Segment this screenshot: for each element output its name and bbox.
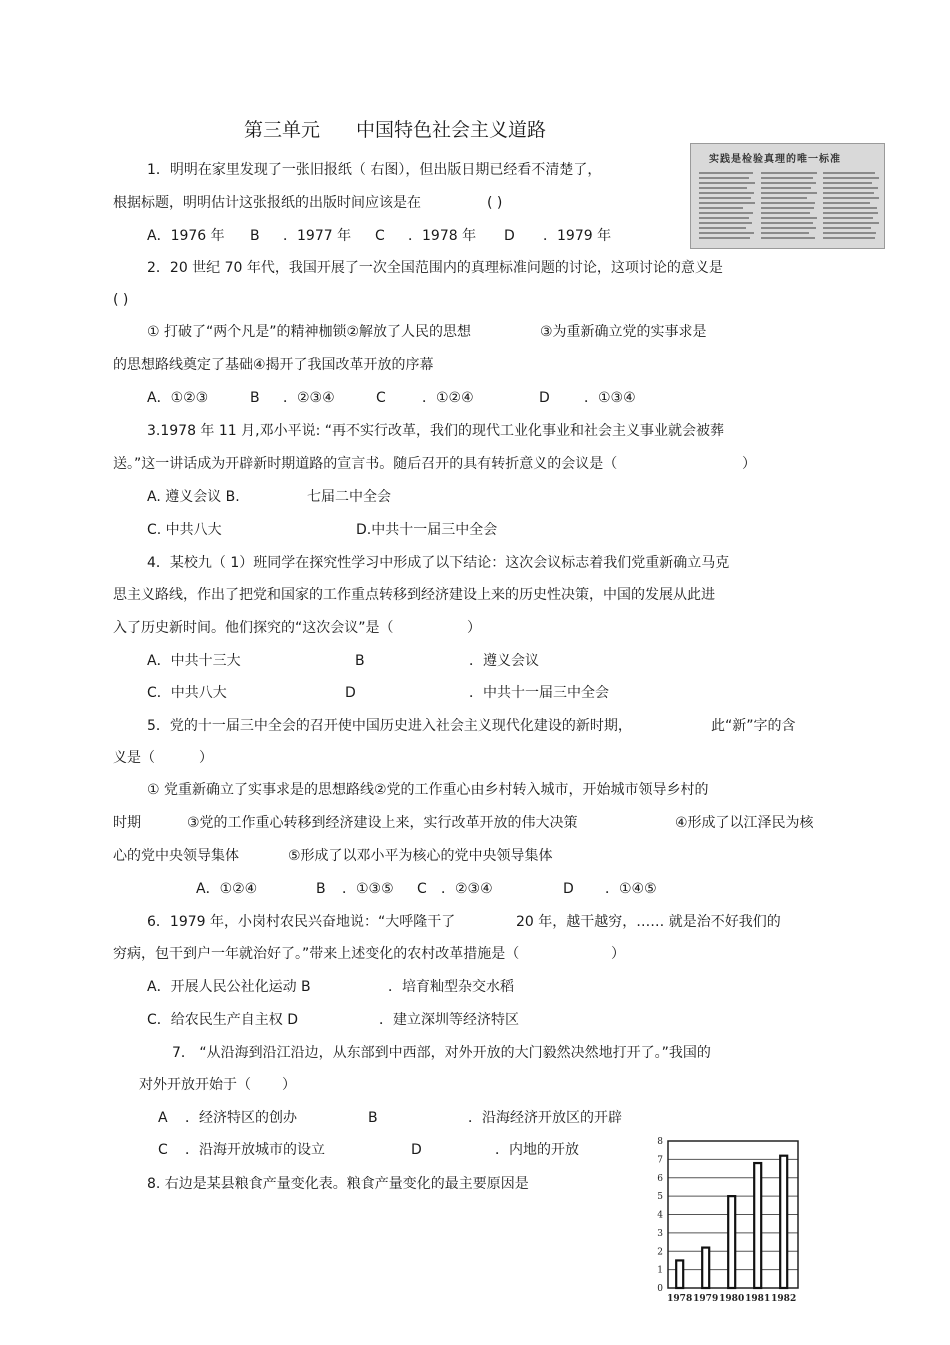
q5-option-d-letter: D — [563, 881, 574, 897]
q5-line-5b: ⑤形成了以邓小平为核心的党中央领导集体 — [288, 848, 553, 864]
q4-line-1: 4．某校九（ 1）班同学在探究性学习中形成了以下结论：这次会议标志着我们党重新确立马克 — [147, 555, 730, 571]
q5-line-2: 义是（ — [113, 750, 155, 766]
q4-option-a: A．中共十三大 — [147, 653, 241, 669]
chart-y-tick-label: 7 — [657, 1155, 663, 1166]
q1-option-d: ．1979 年 — [543, 228, 612, 244]
q5-option-c-letter: C — [417, 881, 427, 897]
chart-y-tick-label: 8 — [657, 1137, 663, 1147]
q4-line-3-close: ） — [467, 620, 481, 636]
q7-option-b-letter: B — [368, 1110, 378, 1126]
q1-option-c-letter: C — [375, 228, 385, 244]
q2-line-4: 的思想路线奠定了基础④揭开了我国改革开放的序幕 — [113, 357, 434, 373]
q1-option-b: ．1977 年 — [283, 228, 352, 244]
q4-option-b: ．遵义会议 — [469, 653, 539, 669]
q7-option-a-letter: A — [158, 1110, 168, 1126]
q6-line-2-close: ） — [611, 946, 625, 962]
q7-option-c-letter: C — [158, 1142, 168, 1158]
q7-option-a: ．经济特区的创办 — [185, 1110, 297, 1126]
q7-line-1: 7． “从沿海到沿江沿边，从东部到中西部，对外开放的大门毅然决然地打开了。”我国的 — [172, 1045, 711, 1061]
q3-line-1: 3.1978 年 11 月,邓小平说: “再不实行改革，我们的现代工业化事业和社会主义事业就会被葬 — [147, 423, 725, 439]
q2-line-2: ( ) — [113, 292, 129, 308]
q3-option-c: C. 中共八大 — [147, 522, 222, 538]
q5-line-4a: 时期 — [113, 815, 141, 831]
q5-option-b: ．①③⑤ — [342, 881, 394, 897]
chart-y-tick-label: 3 — [657, 1228, 663, 1239]
q6-option-a: A．开展人民公社化运动 B — [147, 979, 311, 995]
q1-option-a: A．1976 年 — [147, 228, 225, 244]
q5-line-1b: 此“新”字的含 — [711, 718, 796, 734]
chart-y-tick-label: 2 — [657, 1247, 663, 1258]
q3-option-d: D.中共十一届三中全会 — [356, 522, 498, 538]
q5-line-2-close: ） — [199, 750, 213, 766]
q1-line-2: 根据标题，明明估计这张报纸的出版时间应该是在 — [113, 195, 421, 211]
unit-label: 第三单元 — [244, 119, 321, 141]
q2-option-c: ．①②④ — [422, 390, 474, 406]
q5-option-d: ．①④⑤ — [605, 881, 657, 897]
q7-line-2: 对外开放开始于（ — [139, 1077, 251, 1093]
chart-y-tick-label: 4 — [657, 1210, 663, 1221]
chart-y-tick-label: 0 — [657, 1284, 663, 1294]
chart-x-tick-label: 1980 — [719, 1294, 745, 1304]
page-title — [244, 118, 546, 142]
q4-option-d: ．中共十一届三中全会 — [469, 685, 609, 701]
q3-line-2: 送。”这一讲话成为开辟新时期道路的宣言书。随后召开的具有转折意义的会议是（ — [113, 456, 618, 472]
q8-line-1: 8. 右边是某县粮食产量变化表。粮食产量变化的最主要原因是 — [147, 1176, 529, 1192]
q7-option-c: ．沿海开放城市的设立 — [185, 1142, 325, 1158]
q3-option-a: A. 遵义会议 B. — [147, 489, 240, 505]
q4-line-3: 入了历史新时间。他们探究的“这次会议”是（ — [113, 620, 394, 636]
chart-x-tick-label: 1981 — [745, 1294, 771, 1304]
q1-answer-paren: ( ) — [487, 195, 503, 211]
q2-option-d-letter: D — [539, 390, 550, 406]
q2-option-b: ．②③④ — [283, 390, 335, 406]
q1-option-b-letter: B — [250, 228, 260, 244]
chart-y-tick-label: 5 — [657, 1192, 663, 1203]
q4-option-b-letter: B — [355, 653, 365, 669]
q7-option-d: ．内地的开放 — [495, 1142, 579, 1158]
chart-x-tick-label: 1979 — [693, 1294, 719, 1304]
q6-line-2: 穷病，包干到户一年就治好了。”带来上述变化的农村改革措施是（ — [113, 946, 520, 962]
q2-option-d: ．①③④ — [584, 390, 636, 406]
newspaper-image — [690, 143, 885, 249]
chart-x-tick-label: 1982 — [771, 1294, 797, 1304]
newspaper-column — [823, 172, 881, 244]
q5-option-a: A．①②④ — [196, 881, 258, 897]
chart-y-tick-label: 6 — [657, 1173, 663, 1184]
q2-option-b-letter: B — [250, 390, 260, 406]
chart-bar — [728, 1196, 735, 1288]
q4-option-d-letter: D — [345, 685, 356, 701]
q6-option-b: ．培育籼型杂交水稻 — [388, 979, 514, 995]
chart-bar — [754, 1163, 761, 1288]
q3-line-2-close: ） — [742, 456, 756, 472]
q7-line-2-close: ） — [282, 1077, 296, 1093]
newspaper-column — [761, 172, 819, 244]
q2-line-1: 2．20 世纪 70 年代，我国开展了一次全国范围内的真理标准问题的讨论，这项讨论的意义是 — [147, 260, 723, 276]
chart-bar — [702, 1248, 709, 1288]
unit-topic: 中国特色社会主义道路 — [356, 119, 547, 141]
chart-y-tick-label: 1 — [657, 1265, 663, 1276]
q3-option-b: 七届二中全会 — [307, 489, 391, 505]
q2-line-3b: ③为重新确立党的实事求是 — [540, 324, 707, 340]
q5-line-4c: ④形成了以江泽民为核 — [675, 815, 814, 831]
chart-x-tick-label: 1978 — [667, 1294, 693, 1304]
q1-option-c: ．1978 年 — [408, 228, 477, 244]
q6-option-d: ．建立深圳等经济特区 — [379, 1012, 519, 1028]
q7-option-d-letter: D — [411, 1142, 422, 1158]
q6-line-1b: 20 年，越干越穷，…… 就是治不好我们的 — [516, 914, 781, 930]
chart-bar — [780, 1156, 787, 1288]
chart-bar — [676, 1260, 683, 1288]
q5-line-4b: ③党的工作重心转移到经济建设上来，实行改革开放的伟大决策 — [187, 815, 578, 831]
q2-option-a: A．①②③ — [147, 390, 209, 406]
q2-option-c-letter: C — [376, 390, 386, 406]
q5-line-5a: 心的党中央领导集体 — [113, 848, 239, 864]
q6-line-1a: 6．1979 年，小岗村农民兴奋地说：“大呼隆干了 — [147, 914, 456, 930]
q6-option-c: C．给农民生产自主权 D — [147, 1012, 299, 1028]
q5-line-1a: 5．党的十一届三中全会的召开使中国历史进入社会主义现代化建设的新时期， — [147, 718, 632, 734]
q2-line-3a: ① 打破了“两个凡是”的精神枷锁②解放了人民的思想 — [147, 324, 472, 340]
grain-output-chart — [648, 1133, 808, 1308]
q7-option-b: ．沿海经济开放区的开辟 — [468, 1110, 622, 1126]
newspaper-column — [699, 172, 757, 244]
q5-line-3: ① 党重新确立了实事求是的思想路线②党的工作重心由乡村转入城市，开始城市领导乡村的 — [147, 782, 709, 798]
q4-option-c: C．中共八大 — [147, 685, 227, 701]
newspaper-headline: 实践是检验真理的唯一标准 — [709, 154, 841, 165]
q1-line-1: 1．明明在家里发现了一张旧报纸（ 右图），但出版日期已经看不清楚了， — [147, 162, 602, 178]
q1-option-d-letter: D — [504, 228, 515, 244]
q5-option-b-letter: B — [316, 881, 326, 897]
q5-option-c: ．②③④ — [441, 881, 493, 897]
q4-line-2: 思主义路线，作出了把党和国家的工作重点转移到经济建设上来的历史性决策，中国的发展从此进 — [113, 587, 715, 603]
